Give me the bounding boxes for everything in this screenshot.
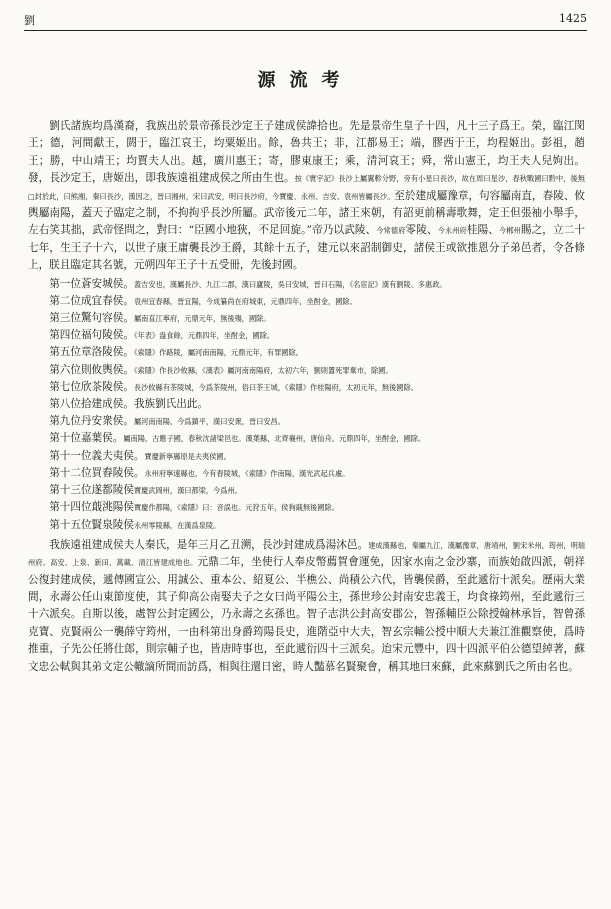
list-item [28,465,585,482]
marquis-label: 第十二位買舂陵侯。 [49,466,145,479]
marquis-label: 第五位章洛陵侯。 [49,346,134,359]
list-item [28,362,585,379]
marquis-label: 第十位嘉葉侯。 [49,432,124,445]
origin-text-2: 至於建成屬豫章，句容屬南直，春陵、攸輿屬南陽，蓋天子臨定之制，不拘拘乎長沙所屬。 [28,189,585,220]
marquis-label: 第七位欣茶陵侯。 [49,380,134,393]
marquis-label: 第十三位遂都陵侯 [49,484,134,497]
marquis-note: 《年表》盎食餘，元鼎四年，坐酎金，國除。 [133,331,275,341]
marquis-list [28,276,585,534]
marquis-label: 第二位成宜春侯。 [49,294,134,307]
origin-note-4: 今郴州 [498,226,521,236]
marquis-label: 第八位拾建成侯。 [49,398,134,411]
list-item [28,499,585,516]
paragraph-lineage [28,537,585,676]
marquis-note: 永州府寧遠縣也，今有舂陵城，《索隱》作南陽，漢光武起兵處。 [144,468,350,478]
origin-text: 劉氏諸族均爲漢裔，我族出於景帝孫長沙定王子建成侯諱拾也。先是景帝生皇子十四，凡十三子爲王。榮，臨江閔王；德，河間獻王，閼于，臨江哀王，均粟姬出。餘，魯共王；非，江都易王；端，膠西于王，均程姬出。彭祖，趙王；勝，中山靖王；均賈夫人出。越，廣川惠王；寄，膠東康王；乘，清河哀王；舜，常山憲王，均王夫人兒姁出。發，長沙定王，唐姬出，即我族遠祖建成侯之所由生也。 [28,120,585,185]
origin-note: 按《寰宇記》長沙上屬翼軫分野，旁有小星曰長沙，故在周曰星沙，春秋戰國曰黔中，後無□封於此，曰熊湘，秦曰長沙，漢因之，晉曰湘州，宋曰武安，明曰長沙府，今寶慶、永州、吉安、袁州皆屬長沙。 [28,174,585,201]
origin-text-6: 賜之，立二十七年，生王子十六，以世子康王庸襲長沙王爵，其餘十五子，建元以來詔制御史，諸侯王或欲推恩分子弟邑者，令各條上，朕且臨定其名號，元朔四年王子十五受冊，先後封國。 [28,224,585,272]
marquis-note: 屬南直江寧府，元鼎元年，無後殤，國除。 [133,314,271,324]
marquis-label: 第三位驚句容侯。 [49,312,134,325]
page-body [28,118,585,901]
origin-note-3: 今永州府 [437,226,467,236]
marquis-label: 第十一位義夫夷侯。 [49,449,145,462]
marquis-label: 第一位蒼安城侯。 [49,277,134,290]
list-item [28,310,585,327]
list-item [28,293,585,310]
marquis-note: 袁州宜春縣，晉宜陽，今成纂尚在府城東，元鼎四年，坐酎金，國除。 [133,296,357,306]
marquis-note: 《索隱》作路陵，屬河南南陽，元鼎元年，有罪國除。 [133,348,303,358]
marquis-note: 寶慶新寧縣原是夫夷侯國。 [144,451,231,461]
list-item [28,430,585,447]
marquis-note: 《索隱》作長沙攸縣，《漢表》屬河南南陽府，太初六年，劉則囂死罪棄市，除國。 [133,365,393,375]
marquis-label: 第九位丹安衆侯。 [49,415,134,428]
list-item [28,344,585,361]
marquis-label: 第六位則攸輿侯。 [49,363,134,376]
marquis-note: 寶慶作都陽，《索隱》曰：音誤也。元狩五年，侯狗蕺無後國除。 [133,503,339,513]
paragraph-origin [28,118,585,275]
lineage-note: 建成漢縣也，秦屬九江，漢屬豫章，唐靖州，劉宋米州，筠州，明瑞州府。高安、上泉、新田、萬載、清江皆建成地也。 [28,540,585,568]
list-item [28,396,585,413]
lineage-text-2: 元鼎二年，坐使行人奉皮幣薦賀會運免，因家水南之金沙寨，而族始啟四派，朝祥公復封建成侯，遞傳國宣公、用誠公、重本公、紹夏公、半樵公、尚積公六代，皆襲侯爵，至此遞衍十派矣。歷兩大業間，永壽公任山東節度使，其子仰高公南娶夫子之女曰尚平陽公主，孫世珍公封南安忠義王，均食祿筠州，至此遞衍三十六派矣。自斯以後，處智公封定國公，乃永壽之玄孫也。智子志洪公封高安郡公，智孫輔臣公除授翰林承旨，智曾孫克寶、克賢兩公一襲薛守筠州，一由科第出身爵筠陽長史，進階亞中大夫，智玄宗輔公授中順大夫兼江淮觀察使，爲時推重，子先公任將仕郎，則宗輔子也，皆唐時事也，至此遞衍四十三派矣。迨宋元豐中，四十四派平伯公德望綽著，蘇文忠公軾與其弟文定公轍謫所間而訪爲，相與往還日密，時人豔慕名賢聚會，稱其地曰來蘇，此來蘇劉氏之所由名也。 [28,556,585,673]
marquis-note: 屬南陽，古應子國，春秋沈諸梁邑也。漢葉縣，北齊襄州，唐仙舟。元鼎四年，坐酎金，國除。 [123,434,426,444]
marquis-note: 長沙攸縣有茶陵城，今爲茶陵州，俗曰茶王城，《索隱》作桂陽府，太初元年，無後國除。 [133,382,418,392]
list-item [28,276,585,293]
marquis-note: 寶慶武岡州，漢曰都梁，今爲州。 [133,486,242,496]
running-header [24,8,587,31]
origin-text-3: 武帝後元二年，諸王來朝，有詔更前稱壽歌舞，定王但張袖小舉手，左右笑其拙，武帝怪問之，對曰：“臣國小地狹，不足回旋。”帝乃以武陵、 [28,207,585,237]
marquis-label: 第十五位賢泉陵侯 [49,518,134,531]
origin-note-2: 今常德府 [376,226,406,236]
marquis-label: 第四位福句陵侯。 [49,329,134,342]
marquis-note: 我族劉氏出此。 [133,398,209,411]
marquis-label: 第十四位蕺洮陽侯 [49,501,134,514]
section-title: 源流考 [257,70,354,91]
list-item [28,327,585,344]
list-item [28,413,585,430]
marquis-note: 蓋吉安也，漢屬長沙、九江二郡，漢曰廬陵，吳曰安城，晉曰石陽，《名宦記》漢有劉陵、多惠政。 [133,279,447,289]
origin-text-4: 零陵、 [405,224,438,237]
list-item [28,448,585,465]
lineage-text: 我族遠祖建成侯夫人秦氏，是年三月乙丑溯，長沙封建成爲湯沐邑。 [49,538,369,551]
list-item [28,379,585,396]
list-item [28,517,585,534]
marquis-note: 永州零陵縣，在漢爲泉陵。 [133,520,221,530]
marquis-note: 屬河南南陽，今爲鎮平，漢曰安衆，晉曰安昌。 [133,417,285,427]
origin-text-5: 桂陽、 [466,224,499,237]
page-number: 1425 [559,12,587,25]
list-item [28,482,585,499]
running-title: 劉 [24,14,35,27]
